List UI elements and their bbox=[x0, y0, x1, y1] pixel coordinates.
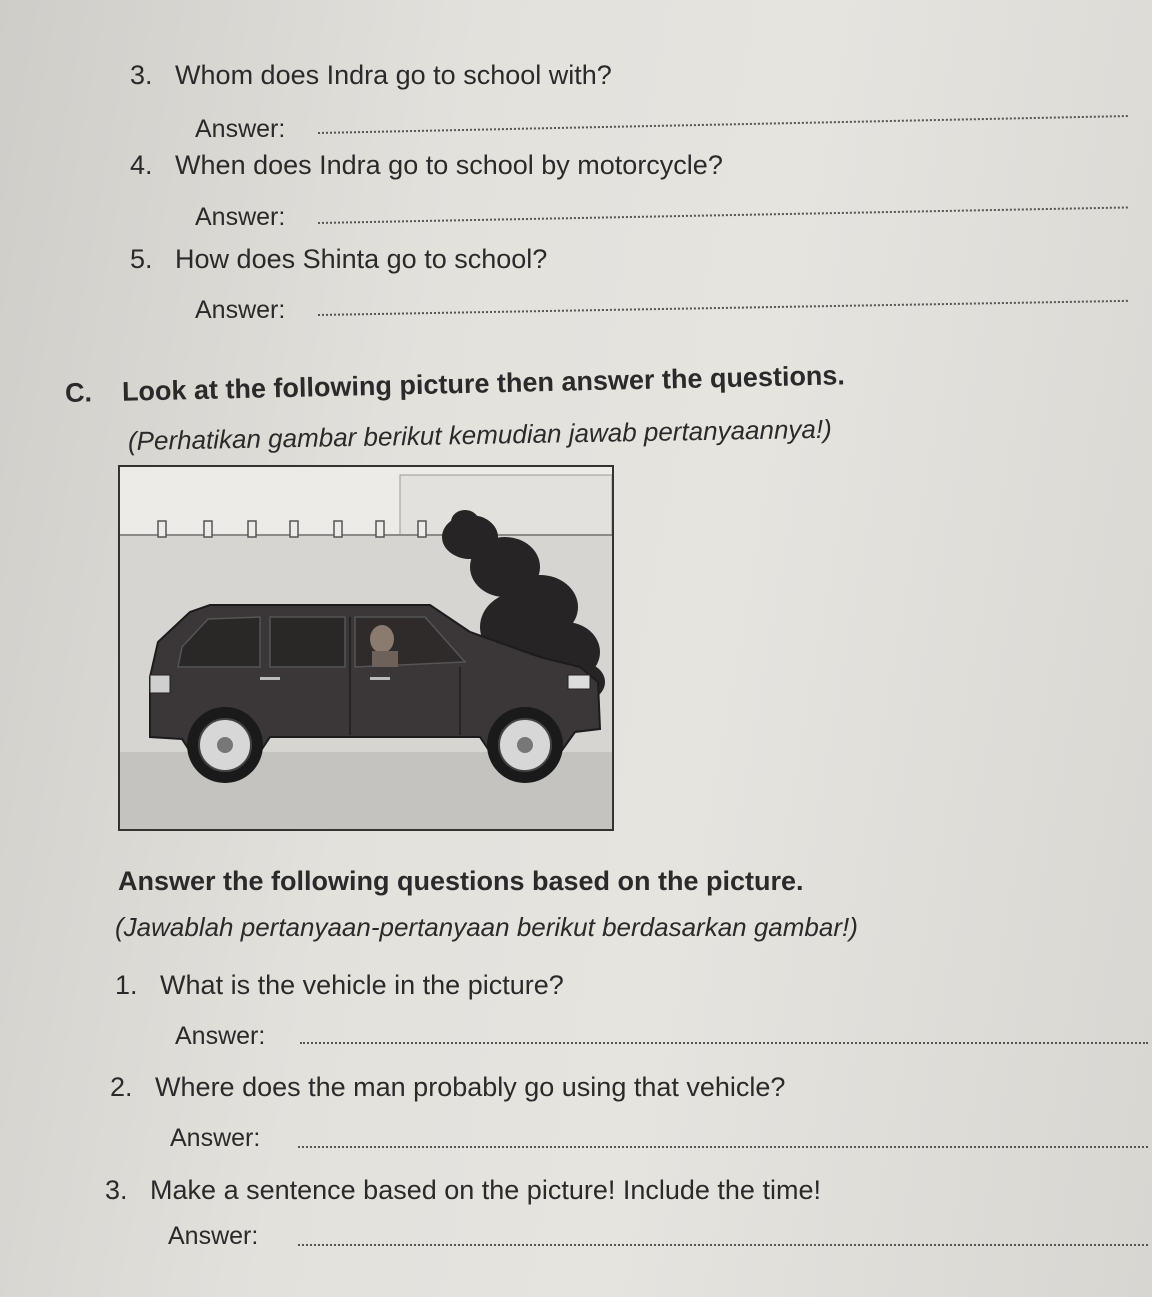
question-number: 5. bbox=[130, 244, 153, 274]
question-text: Where does the man probably go using that vehicle? bbox=[155, 1072, 786, 1102]
section-instruction: Look at the following picture then answer the questions. bbox=[121, 360, 846, 407]
car-illustration-icon bbox=[120, 467, 612, 829]
question-c1 bbox=[115, 970, 564, 1001]
question-text: What is the vehicle in the picture? bbox=[160, 970, 564, 1000]
sub-instruction: Answer the following questions based on the picture. bbox=[118, 866, 804, 896]
answer-line-b5[interactable] bbox=[318, 300, 1128, 316]
section-c-heading bbox=[65, 360, 846, 409]
answer-label: Answer: bbox=[175, 1022, 266, 1050]
answer-label: Answer: bbox=[195, 296, 286, 324]
question-text: Whom does Indra go to school with? bbox=[175, 60, 612, 90]
question-b3 bbox=[130, 60, 612, 91]
car-picture bbox=[118, 465, 614, 831]
answer-line-b3[interactable] bbox=[318, 115, 1128, 134]
question-c3 bbox=[105, 1175, 821, 1206]
question-number: 1. bbox=[115, 970, 138, 1000]
section-c-translation: (Perhatikan gambar berikut kemudian jawab pertanyaannya!) bbox=[127, 413, 832, 456]
answer-line-b4[interactable] bbox=[318, 206, 1128, 224]
question-text: Make a sentence based on the picture! Include the time! bbox=[150, 1175, 821, 1205]
answer-line-c1[interactable] bbox=[300, 1042, 1148, 1044]
question-c2 bbox=[110, 1072, 785, 1103]
question-number: 3. bbox=[130, 60, 153, 90]
question-number: 4. bbox=[130, 150, 153, 180]
question-b4 bbox=[130, 150, 723, 181]
question-number: 3. bbox=[105, 1175, 128, 1205]
question-b5 bbox=[130, 244, 547, 275]
answer-line-c3[interactable] bbox=[298, 1244, 1148, 1246]
question-text: When does Indra go to school by motorcycle? bbox=[175, 150, 723, 180]
sub-instruction-translation: (Jawablah pertanyaan-pertanyaan berikut berdasarkan gambar!) bbox=[115, 912, 858, 942]
answer-label: Answer: bbox=[195, 115, 286, 143]
question-text: How does Shinta go to school? bbox=[175, 244, 548, 274]
answer-label: Answer: bbox=[170, 1124, 261, 1152]
section-letter: C. bbox=[64, 377, 93, 408]
answer-label: Answer: bbox=[195, 203, 286, 231]
answer-label: Answer: bbox=[168, 1222, 259, 1250]
question-number: 2. bbox=[110, 1072, 133, 1102]
answer-line-c2[interactable] bbox=[298, 1146, 1148, 1148]
